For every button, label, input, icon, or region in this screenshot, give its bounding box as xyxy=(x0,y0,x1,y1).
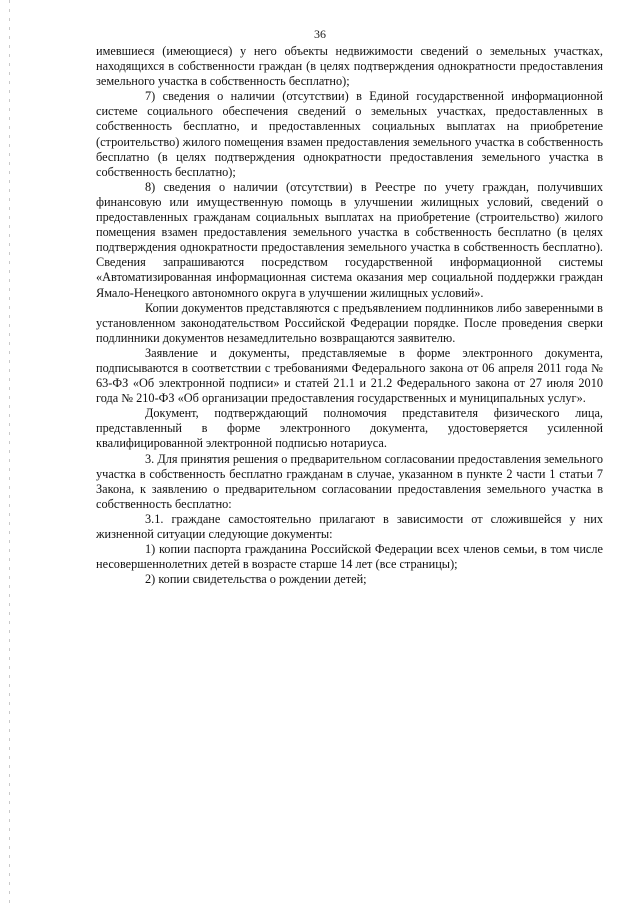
paragraph-item-1: 1) копии паспорта гражданина Российской Федерации всех членов семьи, в том числе несовершеннолетних детей в возрасте старше 14 лет (все страницы); xyxy=(96,542,603,572)
scan-edge-artifact xyxy=(9,0,10,905)
paragraph-section-3: 3. Для принятия решения о предварительном согласовании предоставления земельного участка в собственность бесплатно гражданам в случае, указанном в пункте 2 части 1 статьи 7 Закона, к заявлению о предварительном согласовании предоставления земельного участка в собственность бесплатно: xyxy=(96,451,603,511)
paragraph-copies: Копии документов представляются с предъявлением подлинников либо заверенными в установленном законодательством Российской Федерации порядке. После проведения сверки подлинники документов незамедлительно возвращаются заявителю. xyxy=(96,300,603,345)
paragraph-item-2: 2) копии свидетельства о рождении детей; xyxy=(145,572,367,587)
paragraph-item-8: 8) сведения о наличии (отсутствии) в Реестре по учету граждан, получивших финансовую или имущественную помощь в улучшении жилищных условий, сведений о предоставленных гражданам социальных выплатах на приобретение (строительство) жилого помещения взамен предоставления земельного участка в собственность бесплатно (в целях подтверждения однократности предоставления земельного участка в собственность бесплатно). Сведения запрашиваются посредством государственной информационной системы «Автоматизированная информационная система оказания мер социальной поддержки граждан Ямало-Ненецкого автономного округа в улучшении жилищных условий». xyxy=(96,179,603,300)
paragraph-section-3-1: 3.1. граждане самостоятельно прилагают в зависимости от сложившейся у них жизненной ситуации следующие документы: xyxy=(96,511,603,541)
paragraph-electronic-signature: Заявление и документы, представляемые в форме электронного документа, подписываются в соответствии с требованиями Федерального закона от 06 апреля 2011 года № 63-ФЗ «Об электронной подписи» и статей 21.1 и 21.2 Федерального закона от 27 июля 2010 года № 210-ФЗ «Об организации предоставления государственных и муниципальных услуг». xyxy=(96,345,603,406)
paragraph-item-7: 7) сведения о наличии (отсутствии) в Единой государственной информационной системе социального обеспечения сведений о земельных участках, предоставленных в собственность бесплатно, и предоставленных социальных выплатах на приобретение (строительство) жилого помещения взамен предоставления земельного участка в собственность бесплатно (в целях подтверждения однократности предоставления земельного участка в собственность бесплатно); xyxy=(96,89,603,179)
paragraph-continuation: имевшиеся (имеющиеся) у него объекты недвижимости сведений о земельных участках, находящихся в собственности граждан (в целях подтверждения однократности предоставления земельного участка в собственность бесплатно); xyxy=(96,44,603,89)
page-number: 36 xyxy=(314,27,326,41)
paragraph-representative: Документ, подтверждающий полномочия представителя физического лица, представленный в форме электронного документа, удостоверяется усиленной квалифицированной электронной подписью нотариуса. xyxy=(96,406,603,451)
document-body xyxy=(96,44,603,587)
